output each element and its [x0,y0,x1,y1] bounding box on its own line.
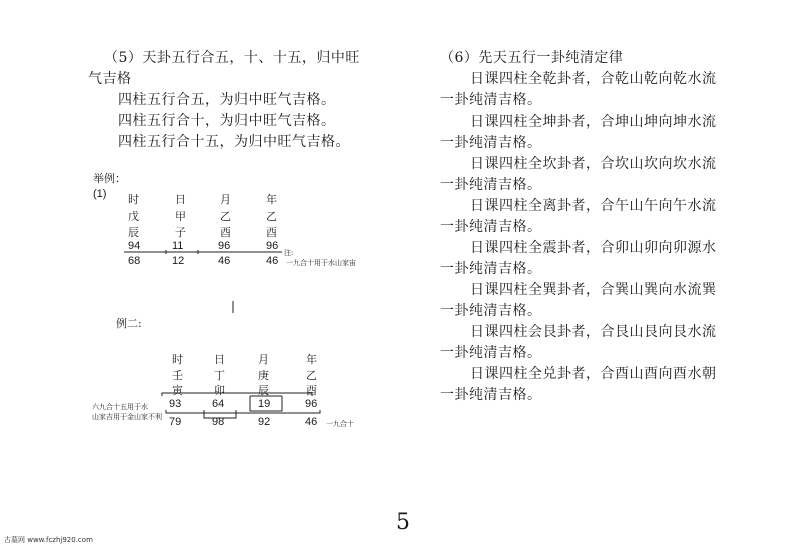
ex2-bottom-number-day: 98 [212,416,225,428]
ex2-side-note-line1: 六九合十五用于水 [92,403,148,411]
para-3-line2: 一卦纯清吉格。 [440,177,542,193]
ex1-top-number-hour: 94 [128,240,141,252]
ex2-inner-bracket [204,410,236,418]
footer-watermark: 古墓网 www.fczhj920.com [4,536,93,544]
ex1-header-day: 日 [175,193,186,206]
para-4-line2: 一卦纯清吉格。 [440,219,542,235]
ex1-top-number-year: 96 [266,240,279,252]
ex2-branch-day: 卯 [214,384,225,397]
ex2-box-19 [250,396,282,411]
ex2-bottom-number-hour: 79 [169,416,182,428]
para-1-line1: 日课四柱全乾卦者，合乾山乾向乾水流 [470,71,717,87]
ex2-middle-bracket [166,410,320,413]
para-2-line1: 日课四柱全坤卦者，合坤山坤向坤水流 [470,114,717,130]
ex2-stem-month: 庚 [258,369,269,382]
para-6-line1: 日课四柱全巽卦者，合巽山巽向水流巽 [470,282,717,298]
example1-index: (1) [93,188,107,200]
ex2-top-number-hour: 93 [169,398,182,410]
ex1-branch-hour: 辰 [128,226,139,239]
ex1-note-label: 注: [284,249,294,257]
ex2-branch-month: 辰 [258,384,269,397]
ex2-top-bracket [162,393,312,396]
ex1-stem-hour: 戊 [128,210,139,223]
ex1-branch-month: 酉 [220,226,231,239]
para-6-line2: 一卦纯清吉格。 [440,303,542,319]
ex1-header-month: 月 [220,193,231,206]
ex1-bottom-number-day: 12 [172,255,185,267]
para-7-line1: 日课四柱会艮卦者，合艮山艮向艮水流 [470,324,717,340]
ex2-header-hour: 时 [172,353,183,366]
ex1-branch-day: 子 [175,226,186,239]
ex2-stem-day: 丁 [214,369,225,382]
para-8-line1: 日课四柱全兑卦者，合酉山酉向酉水朝 [470,366,717,382]
ex2-header-year: 年 [306,353,317,366]
page-number: 5 [396,510,410,535]
ex2-header-day: 日 [214,353,225,366]
ex2-top-number-month: 19 [258,398,271,410]
para-5-line1: 日课四柱全震卦者，合卯山卯向卯源水 [470,240,717,256]
para-5-line2: 一卦纯清吉格。 [440,261,542,277]
ex2-bottom-number-year: 46 [305,416,318,428]
example-label: 举例： [93,172,126,185]
example2-label: 例二: [116,317,142,330]
para-8-line2: 一卦纯清吉格。 [440,387,542,403]
ex1-bottom-number-month: 46 [218,255,231,267]
ex1-top-number-day: 11 [172,240,184,252]
section-5-heading-line2: 气吉格 [88,71,132,87]
section-5-line-1: 四柱五行合五，为归中旺气吉格。 [118,92,336,108]
ex1-top-number-month: 96 [218,240,231,252]
ex1-header-year: 年 [266,193,277,206]
section-5-heading-line1: （5）天卦五行合五，十、十五，归中旺 [104,50,360,66]
ex1-stem-day: 甲 [175,210,186,223]
ex1-stem-month: 乙 [220,210,231,223]
ex2-branch-hour: 寅 [172,384,183,397]
ex2-branch-year: 酉 [306,384,317,397]
section-5-line-3: 四柱五行合十五，为归中旺气吉格。 [118,134,350,150]
ex1-header-hour: 时 [128,193,139,206]
ex2-bottom-number-month: 92 [258,416,271,428]
ex1-bottom-number-hour: 68 [128,255,141,267]
ex2-right-note: 一九合十 [326,420,354,428]
ex2-top-number-year: 96 [305,398,318,410]
para-3-line1: 日课四柱全坎卦者，合坎山坎向坎水流 [470,156,717,172]
ex1-stem-year: 乙 [266,210,277,223]
ex1-bottom-number-year: 46 [266,255,279,267]
para-7-line2: 一卦纯清吉格。 [440,345,542,361]
section-5-line-2: 四柱五行合十，为归中旺气吉格。 [118,113,336,129]
ex2-top-number-day: 64 [212,398,225,410]
ex2-stem-year: 乙 [306,369,317,382]
para-4-line1: 日课四柱全离卦者，合午山午向午水流 [470,198,717,214]
ex2-header-month: 月 [258,353,269,366]
ex2-stem-hour: 壬 [172,369,183,382]
ex2-side-note-line2: 山家吉用于金山家不利 [92,413,162,421]
para-2-line2: 一卦纯清吉格。 [440,135,542,151]
section-6-heading: （6）先天五行一卦纯清定律 [440,50,624,66]
para-1-line2: 一卦纯清吉格。 [440,92,542,108]
ex1-branch-year: 酉 [266,226,277,239]
ex1-note-text: 一九合十用于水山家宙 [286,259,356,267]
